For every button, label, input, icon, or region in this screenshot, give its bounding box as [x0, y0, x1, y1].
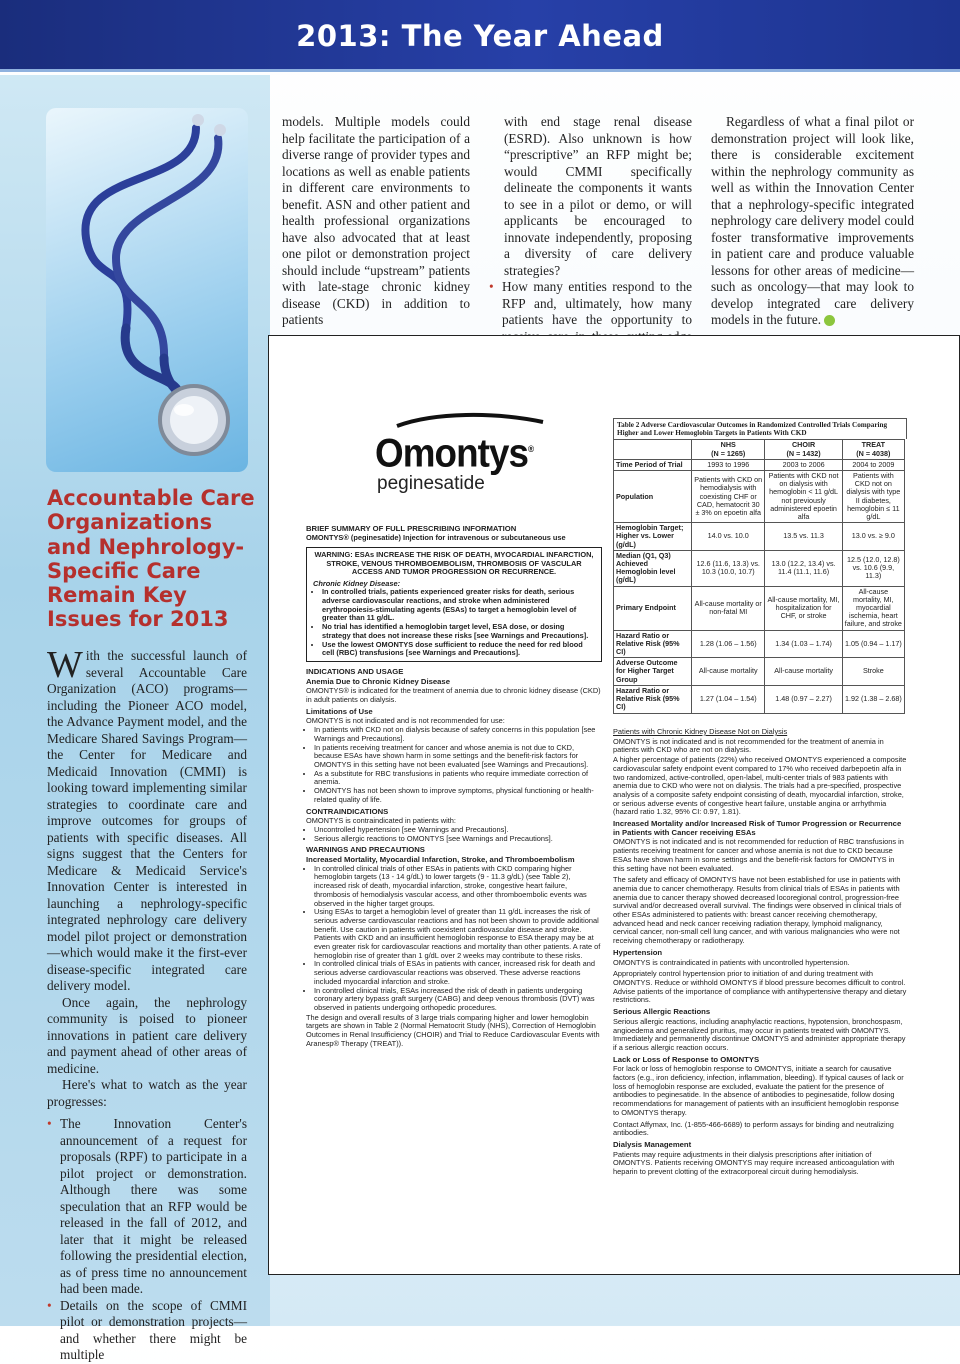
table-caption: Table 2 Adverse Cardiovascular Outcomes in Randomized Controlled Trials Comparing Higher and Lower Hemoglobin Targets in Patients With CKD: [613, 418, 907, 439]
bullet-item: • The Innovation Center's announcement of a request for proposals (RPF) to participate in a pilot project or demonstration. Although there was some speculation that an RFP would be released in the fall of 2012, and later that it might be released following the presidential election, as of press time no announcement had been made.: [47, 1116, 247, 1298]
drop-cap: W: [47, 644, 83, 686]
list-item: • Using ESAs to target a hemoglobin level of greater than 11 g/dL increases the risk of serious adverse cardiovascular reactions and has not been shown to provide additional benefit. Use caution in patients with coexistent cardiovascular disease and stroke. Patients with CKD and an insufficient hemoglobin response to ESA therapy may be at even greater risk for cardiovascular reactions and mortality than other patients. A rate of hemoglobin rise of greater than 1 g/dL over 2 weeks may contribute to these risks.: [314, 908, 602, 960]
article-left-column: [47, 644, 247, 1364]
table-row: Hazard Ratio or Relative Risk (95% CI) 1.28 (1.06 – 1.56) 1.34 (1.03 – 1.74) 1.05 (0.94 – 1.17): [614, 630, 905, 658]
table-header: CHOIR (N = 1432): [765, 440, 842, 459]
ad-table-block: [613, 418, 907, 714]
bullet-item: • Details on the scope of CMMI pilot or demonstration projects—and whether there might be multiple: [47, 1298, 247, 1364]
ad-left-column: [306, 522, 602, 1048]
ad-right-column: [613, 728, 907, 1177]
list-item: • In controlled clinical trials of ESAs in patients with cancer, increased risk for death and serious adverse cardiovascular reactions was observed. These adverse reactions included myocardial infarction and stroke.: [314, 960, 602, 986]
table-row: Hemoglobin Target; Higher vs. Lower (g/dL) 14.0 vs. 10.0 13.5 vs. 11.3 13.0 vs. ≥ 9.0: [614, 523, 905, 551]
page-banner: [0, 0, 960, 72]
article-headline: Accountable Care Organizations and Nephrology-Specific Care Remain Key Issues for 2013: [47, 486, 255, 632]
table-row: Hazard Ratio or Relative Risk (95% CI) 1.27 (1.04 – 1.54) 1.48 (0.97 – 2.27) 1.92 (1.38 – 2.68): [614, 685, 905, 713]
generic-name: peginesatide: [377, 473, 485, 495]
boxed-warning: [306, 547, 602, 662]
section-heading: Dialysis Management: [613, 1139, 692, 1149]
paragraph: OMONTYS® is indicated for the treatment of anemia due to chronic kidney disease (CKD) in adult patients on dialysis.: [306, 686, 601, 705]
section-subheading: Anemia Due to Chronic Kidney Disease: [306, 676, 450, 686]
section-heading: Increased Mortality and/or Increased Risk of Tumor Progression or Recurrence in Patients with Cancer receiving ESAs: [613, 819, 902, 837]
table-row: Primary Endpoint All-cause mortality or non-fatal MI All-cause mortality, MI, hospitalization for CHF, or stroke All-cause mortality, MI, myocardial ischemia, heart failure, and stroke: [614, 586, 905, 630]
outcomes-table: [613, 439, 905, 713]
list-item: • In patients receiving treatment for cancer and whose anemia is not due to CKD, because ESAs have shown harm in some settings and the benefit-risk factors for OMONTYS in this setting have not been evaluated [see Warnings and Precautions].: [314, 744, 602, 770]
paragraph: OMONTYS is contraindicated in patients with:: [306, 816, 456, 826]
section-subheading: Increased Mortality, Myocardial Infarction, Stroke, and Thromboembolism: [306, 855, 575, 865]
omontys-logo: [375, 414, 545, 496]
bullet-item: • How many entities respond to the RFP and, ultimately, how many patients have the opportunity to: [489, 279, 692, 362]
warning-item: • Use the lowest OMONTYS dose sufficient to reduce the need for red blood cell (RBC) transfusions [see Warnings and Precautions].: [322, 641, 595, 658]
warning-title: WARNING: ESAs INCREASE THE RISK OF DEATH, MYOCARDIAL INFARCTION, STROKE, VENOUS THROMBOEMBOLISM, THROMBOSIS OF VASCULAR ACCESS AND TUMOR PROGRESSION OR RECURRENCE.: [314, 550, 594, 577]
paragraph: Once again, the nephrology community is poised to pioneer innovations in patient care delivery and payment ahead of other areas of medicine.: [47, 994, 247, 1076]
paragraph: OMONTYS is not indicated and is not recommended for the treatment of anemia in patients with CKD who are not on dialysis.: [613, 736, 884, 755]
list-item: • Serious allergic reactions to OMONTYS [see Warnings and Precautions].: [314, 835, 602, 844]
paragraph: OMONTYS is not indicated and is not recommended for use:: [306, 716, 505, 726]
paragraph: Serious allergic reactions, including anaphylactic reactions, hypotension, bronchospasm, angioedema and generalized pruritus, may occur in patients treated with OMONTYS. Immediately and permanently discontinue OMONTYS and administer appropriate therapy if a serious allergic reaction occurs.: [613, 1016, 906, 1052]
list-item: • As a substitute for RBC transfusions in patients who require immediate correction of anemia.: [314, 770, 602, 787]
table-header: NHS (N = 1265): [692, 440, 765, 459]
section-heading: Lack or Loss of Response to OMONTYS: [613, 1054, 760, 1064]
article-column-4: [711, 114, 914, 329]
section-heading: Serious Allergic Reactions: [613, 1007, 711, 1017]
table-header: TREAT (N = 4038): [842, 440, 904, 459]
brand-name: Omontys: [375, 431, 529, 476]
summary-subtitle: OMONTYS® (peginesatide) Injection for intravenous or subcutaneous use: [306, 532, 566, 542]
warning-item: • In controlled trials, patients experienced greater risks for death, serious adverse cardiovascular reactions, and stroke when administered erythropoiesis-stimulating agents (ESAs) to target a hemoglobin level of greater than 11 g/dL.: [322, 588, 595, 623]
registered-mark: ®: [528, 444, 534, 454]
intro-paragraph: [47, 644, 247, 995]
section-subheading: Limitations of Use: [306, 706, 373, 716]
table-row: Population Patients with CKD on hemodialysis with coexisting CHF or CAD, hematocrit 30 ± 3% on epoetin alfa Patients with CKD not on dialysis with hemoglobin < 11 g/dL not previously administered epoetin alfa Patients with CKD not on dialysis with type II diabetes, hemoglobin ≤ 11 g/dL: [614, 471, 905, 523]
paragraph: Contact Affymax, Inc. (1-855-466-6689) to perform assays for binding and neutralizing antibodies.: [613, 1119, 894, 1138]
list-item: • Uncontrolled hypertension [see Warnings and Precautions].: [314, 826, 602, 835]
banner-title: 2013: The Year Ahead: [296, 19, 664, 53]
paragraph: For lack or loss of hemoglobin response to OMONTYS, initiate a search for causative factors (e.g., iron deficiency, infection, inflammation, bleeding). If typical causes of lack or loss of hemoglobin response are excluded, evaluate the patient for the presence of antibodies to peginesatide. In the absence of antibodies to peginesatide, follow dosing recommendations for management of patients with an insufficient hemoglobin response to OMONTYS therapy.: [613, 1064, 904, 1117]
list-item: • In patients with CKD not on dialysis because of safety concerns in this population [see Warnings and Precautions].: [314, 726, 602, 743]
table-row: Adverse Outcome for Higher Target Group All-cause mortality All-cause mortality Stroke: [614, 658, 905, 686]
paragraph: Regardless of what a final pilot or demonstration project will look like, there is considerable excitement within the nephrology community as well as within the Innovation Center that a nephrology-specific integrated nephrology care delivery model could foster transformative improvements in patient care and produce valuable lessons for other areas of medicine—such as oncology—that may look to develop integrated care delivery models in the future.: [711, 114, 914, 327]
section-heading: WARNINGS AND PRECAUTIONS: [306, 845, 425, 855]
end-of-article-icon: [824, 315, 835, 326]
table-header-row: [614, 440, 905, 459]
intro-text: ith the successful launch of several Accountable Care Organization (ACO) programs—including the Pioneer ACO model, the Advance Payment model, and the Medicare Shared Savings Program—the Center for Medicare and Medicaid Innovation (CMMI) is looking toward implementing similar strategies to coordinate care and improve outcomes for groups of patients with specific diseases. All signs suggest that the Centers for Medicare & Medicaid Service's Innovation Center is interested in launching a nephrology-specific integrated nephrology care delivery model pilot project or demonstration—which would make it the first-ever disease-specific integrated care delivery model.: [47, 648, 247, 993]
section-heading: CONTRAINDICATIONS: [306, 806, 389, 816]
article-column-2: models. Multiple models could help facilitate the participation of a diverse range of provider types and locations as well as enable patients in different care environments to benefit. ASN and other patient and health professional organizations have also advocated that at least one pilot or demonstration project should include “upstream” patients with late-stage chronic kidney disease (CKD) in addition to patients: [282, 114, 470, 327]
table-row: Time Period of Trial 1993 to 1996 2003 to 2006 2004 to 2009: [614, 459, 905, 470]
paragraph: The safety and efficacy of OMONTYS have not been established for use in patients with anemia due to cancer chemotherapy. Results from clinical trials of ESAs in patients with anemia due to cancer therapy showed decreased locoregional control, progression-free survival and/or decreased overall survival. The findings were observed in clinical trials of other ESAs administered to patients with: breast cancer receiving chemotherapy, advanced head and neck cancer receiving radiation therapy, lymphoid malignancy, cervical cancer, non-small cell lung cancer, and with various malignancies who were not receiving chemotherapy or radiotherapy.: [613, 875, 902, 946]
summary-title: BRIEF SUMMARY OF FULL PRESCRIBING INFORMATION: [306, 524, 517, 533]
section-subheading: Patients with Chronic Kidney Disease Not on Dialysis: [613, 727, 788, 736]
warning-subtitle: Chronic Kidney Disease:: [313, 578, 401, 588]
paragraph: Appropriately control hypertension prior to initiation of and during treatment with OMONTYS. Reduce or withhold OMONTYS if blood pressure becomes difficult to control. Advise patients of the importance of compliance with antihypertensive therapy and dietary restrictions.: [613, 969, 907, 1005]
warning-item: • No trial has identified a hemoglobin target level, ESA dose, or dosing strategy that does not increase these risks [see Warnings and Precautions].: [322, 623, 595, 640]
omontys-advertisement: [268, 335, 960, 1275]
list-item: • In controlled clinical trials, ESAs increased the risk of death in patients undergoing coronary artery bypass graft surgery (CABG) and deep venous thrombosis (DVT) was observed in patients undergoing orthopedic procedures.: [314, 987, 602, 1013]
section-heading: INDICATIONS AND USAGE: [306, 666, 404, 676]
stethoscope-icon: [46, 108, 248, 472]
table-row: Median (Q1, Q3) Achieved Hemoglobin level (g/dL) 12.6 (11.6, 13.3) vs. 10.3 (10.0, 10.7) 13.0 (12.2, 13.4) vs. 11.4 (11.1, 11.6) 12.5 (12.0, 12.8) vs. 10.6 (9.9, 11.3): [614, 550, 905, 586]
paragraph: The design and overall results of 3 large trials comparing higher and lower hemoglobin targets are shown in Table 2 (Normal Hematocrit Study (NHS), Correction of Hemoglobin Outcomes in Renal Insufficiency (CHOIR) and Trial to Reduce Cardiovascular Events with Aranesp® Therapy (TREAT)).: [306, 1012, 600, 1048]
section-heading: Hypertension: [613, 947, 663, 957]
paragraph: A higher percentage of patients (22%) who received OMONTYS experienced a composite cardiovascular safety endpoint event compared to 17% who received darbepoetin alfa in two randomized, active-controlled, open-label, multi-center trials of 983 patients with anemia due to CKD who were not on dialysis. The trials had a pre-specified, prospective analysis of a composite safety endpoint consisting of death, myocardial infarction, stroke, or serious adverse events of congestive heart failure, unstable angina or arrhythmia (hazard ratio 1.32, 95% CI: 0.97, 1.81).: [613, 755, 907, 817]
paragraph: with end stage renal disease (ESRD). Also unknown is how “prescriptive” an RFP might be; would CMMI specifically delineate the components it wants to see in a pilot or demo, or will applicants be encouraged to innovate independently, proposing a diversity of care delivery strategies?: [504, 114, 692, 278]
article-column-3: [504, 114, 692, 362]
paragraph: OMONTYS is contraindicated in patients with uncontrolled hypertension.: [613, 957, 850, 967]
paragraph: OMONTYS is not indicated and is not recommended for reduction of RBC transfusions in patients receiving treatment for cancer and whose anemia is not due to CKD because ESAs have shown harm in some settings and the benefit-risk factors for OMONTYS in this setting have not been evaluated.: [613, 837, 904, 873]
list-item: • In controlled clinical trials of other ESAs in patients with CKD comparing higher hemoglobin targets (13 - 14 g/dL) to lower targets (9 - 11.3 g/dL) (see Table 2), increased risk of death, myocardial infarction, stroke, congestive heart failure, thrombosis of hemodialysis vascular access, and other thromboembolic events was observed in the higher target groups.: [314, 865, 602, 909]
list-item: • OMONTYS has not been shown to improve symptoms, physical functioning or health-related quality of life.: [314, 787, 602, 804]
paragraph: Patients may require adjustments in their dialysis prescriptions after initiation of OMONTYS. Patients receiving OMONTYS may require increased anticoagulation with heparin to prevent clotting of the extracorporeal circuit during hemodialysis.: [613, 1149, 895, 1177]
paragraph: Here's what to watch as the year progresses:: [47, 1077, 247, 1109]
